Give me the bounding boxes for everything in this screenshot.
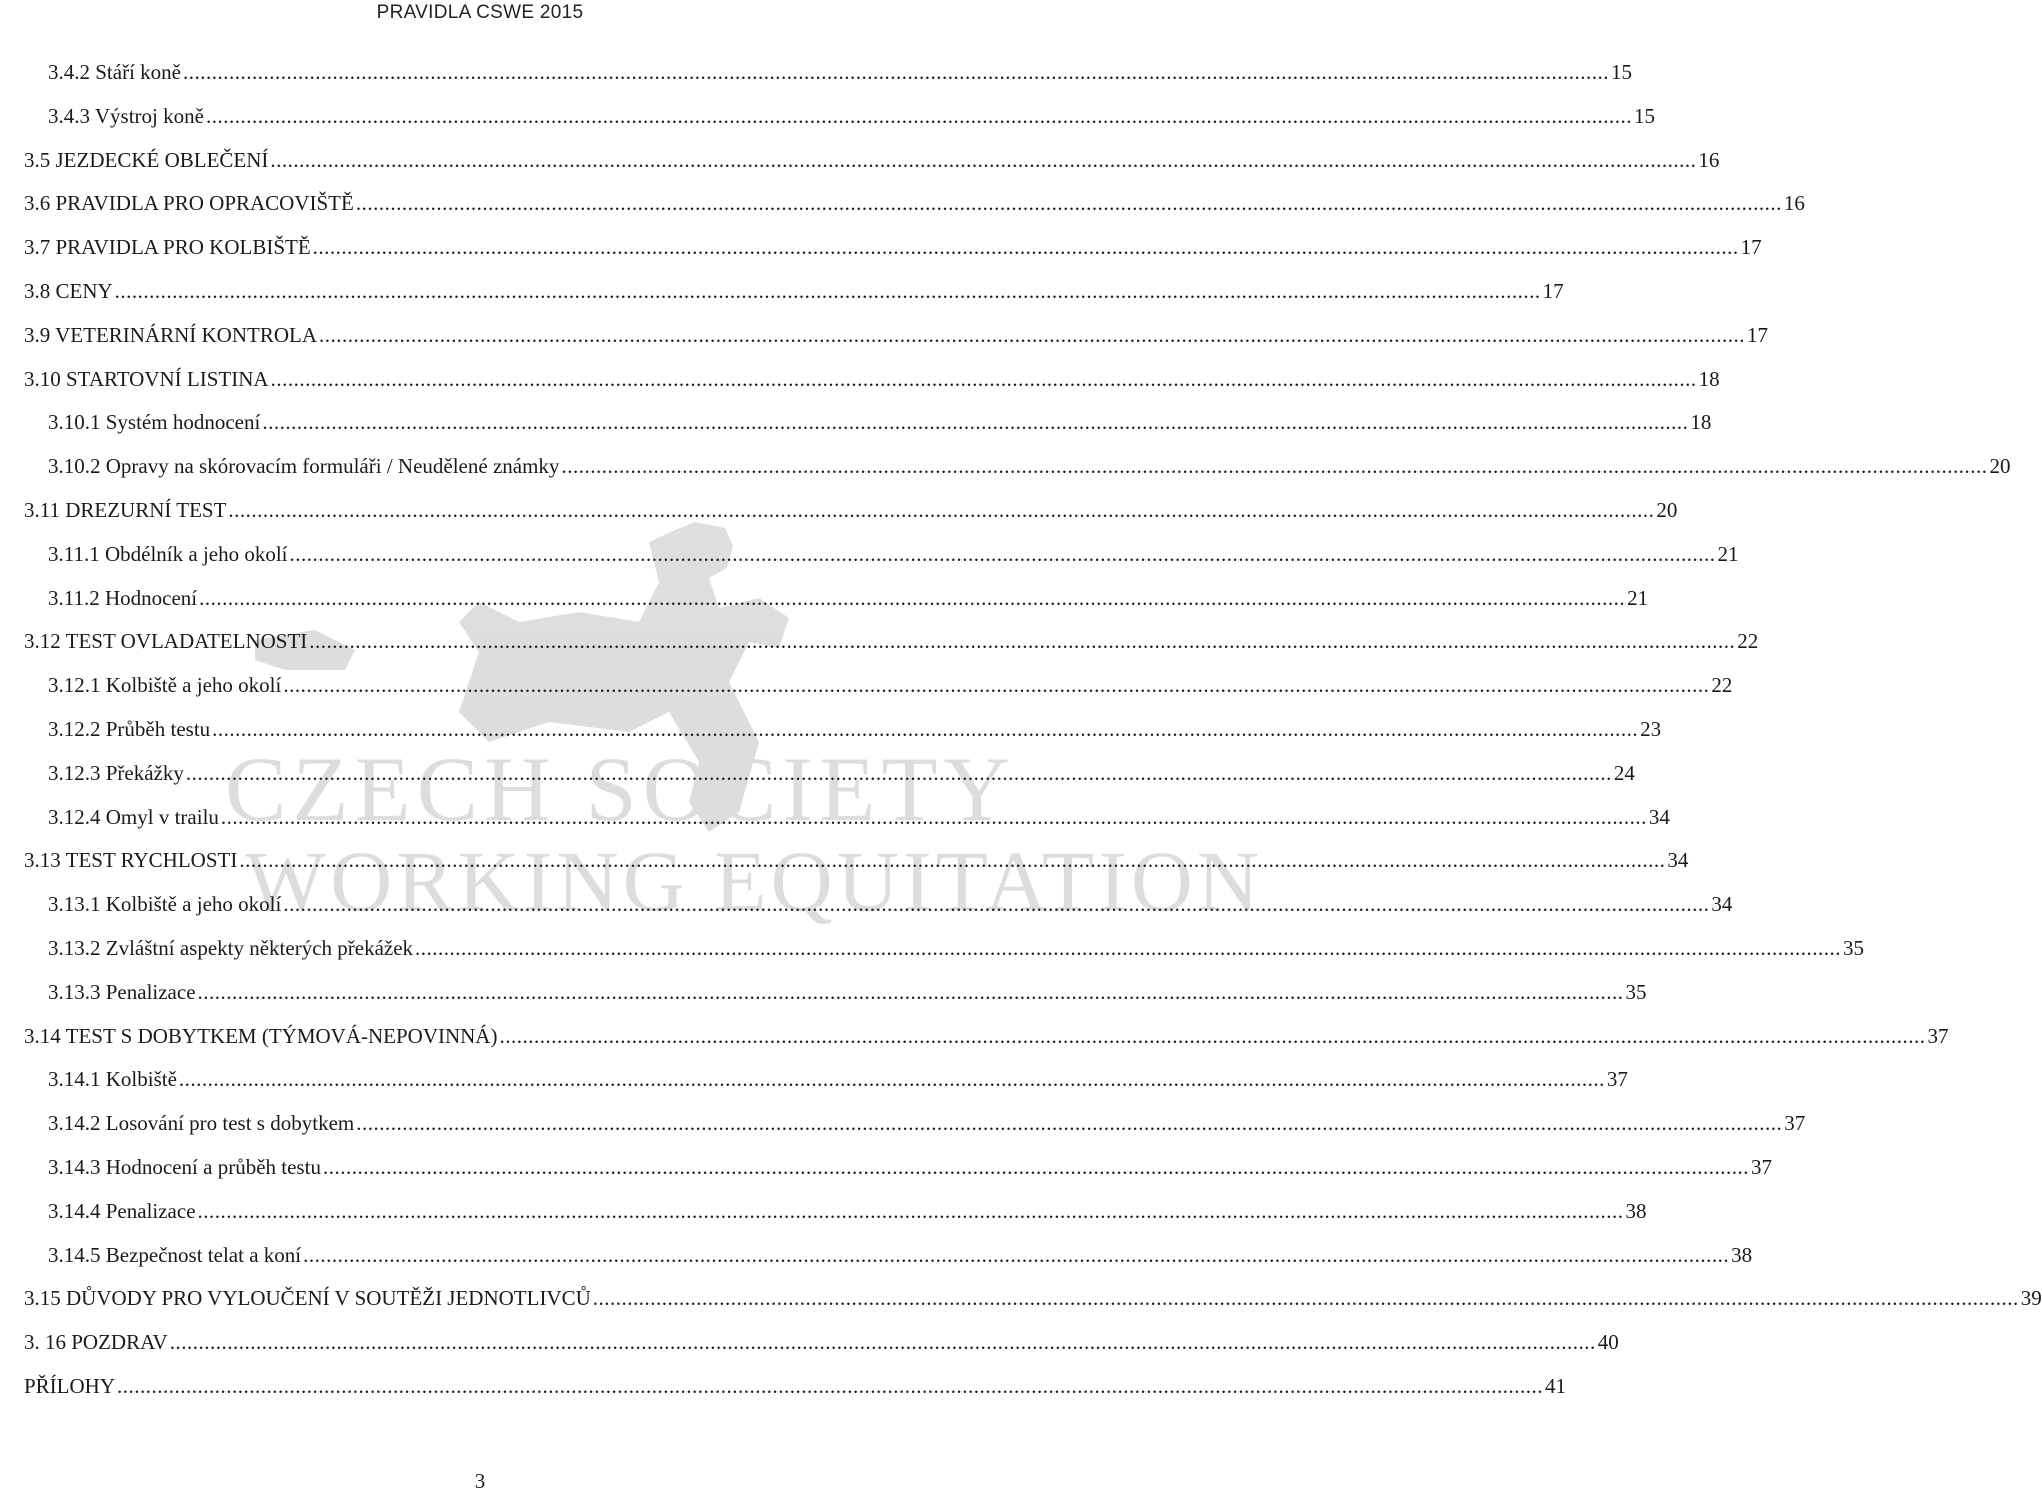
- toc-entry[interactable]: [0, 1240, 1753, 1270]
- toc-entry-label: 3.12.2 Průběh testu: [48, 717, 211, 741]
- toc-entry-label: 3.12.1 Kolbiště a jeho okolí: [48, 673, 282, 698]
- toc-entry[interactable]: [0, 1021, 1949, 1051]
- watermark-line1: CZECH SOCIETY: [225, 738, 1016, 840]
- toc-entry-label: 3.4.3 Výstroj koně: [48, 103, 204, 128]
- toc-dot-leader: [415, 933, 1841, 963]
- toc-entry-page: 40: [1597, 1330, 1619, 1355]
- toc-entry-page: 38: [1731, 1242, 1753, 1267]
- toc-entry[interactable]: [0, 1283, 2042, 1313]
- toc-entry-label: 3.9 VETERINÁRNÍ KONTROLA: [24, 322, 318, 347]
- toc-entry-page: 23: [1640, 717, 1662, 741]
- toc-dot-leader: [228, 495, 1654, 525]
- toc-entry-label: 3.11.2 Hodnocení: [48, 585, 198, 610]
- toc-entry-label: 3.14.5 Bezpečnost telat a koní: [48, 1242, 302, 1267]
- toc-entry-label: 3.13 TEST RYCHLOSTI: [24, 848, 238, 873]
- watermark-line2: WORKING EQUITATION: [245, 833, 1264, 929]
- toc-dot-leader: [313, 232, 1739, 262]
- toc-dot-leader: [186, 758, 1612, 788]
- toc-entry-page: 20: [1656, 498, 1678, 522]
- toc-entry-page: 35: [1843, 936, 1865, 960]
- toc-entry-page: 15: [1633, 103, 1655, 128]
- toc-entry[interactable]: [0, 232, 1762, 262]
- toc-entry-page: 37: [1927, 1023, 1949, 1048]
- toc-entry[interactable]: [0, 889, 1733, 919]
- toc-entry-page: 34: [1648, 804, 1670, 829]
- toc-entry-page: 21: [1717, 541, 1739, 566]
- toc-entry-label: 3.8 CENY: [24, 279, 113, 303]
- toc-dot-leader: [499, 1021, 1925, 1051]
- page-number: 3: [474, 1469, 486, 1493]
- toc-entry[interactable]: [0, 451, 2011, 481]
- toc-entry-page: 22: [1711, 673, 1733, 698]
- toc-entry[interactable]: [0, 145, 1720, 175]
- toc-entry-label: 3.13.2 Zvláštní aspekty některých překážek: [48, 936, 414, 960]
- toc-dot-leader: [270, 145, 1696, 175]
- page-header: PRAVIDLA CSWE 2015: [376, 2, 584, 23]
- toc-entry-page: 18: [1690, 410, 1712, 435]
- toc-entry[interactable]: [0, 539, 1739, 569]
- toc-entry[interactable]: [0, 320, 1769, 350]
- toc-entry-page: 15: [1610, 60, 1632, 84]
- toc-dot-leader: [199, 583, 1625, 613]
- toc-entry[interactable]: [0, 276, 1564, 306]
- toc-dot-leader: [356, 1108, 1782, 1138]
- toc-dot-leader: [309, 626, 1735, 656]
- toc-dot-leader: [117, 1371, 1543, 1401]
- toc-entry[interactable]: [0, 1196, 1647, 1226]
- toc-entry-page: 35: [1625, 979, 1647, 1004]
- toc-entry-label: 3.10 STARTOVNÍ LISTINA: [24, 366, 269, 391]
- toc-entry-label: 3.4.2 Stáří koně: [48, 60, 181, 84]
- toc-entry[interactable]: [0, 933, 1865, 963]
- toc-dot-leader: [221, 802, 1647, 832]
- toc-entry-label: 3.12 TEST OVLADATELNOSTI: [24, 629, 308, 654]
- toc-entry[interactable]: [0, 977, 1647, 1007]
- toc-dot-leader: [303, 1240, 1729, 1270]
- toc-entry[interactable]: [0, 1327, 1619, 1357]
- toc-dot-leader: [323, 1152, 1749, 1182]
- toc-entry-label: 3.12.3 Překážky: [48, 760, 184, 785]
- toc-entry-page: 22: [1737, 629, 1759, 654]
- toc-entry-label: 3.11.1 Obdélník a jeho okolí: [48, 541, 288, 566]
- toc-entry-page: 17: [1740, 235, 1762, 260]
- toc-dot-leader: [198, 977, 1624, 1007]
- toc-entry[interactable]: [0, 714, 1662, 744]
- toc-entry-label: 3.13.3 Penalizace: [48, 979, 196, 1004]
- toc-entry-label: 3.6 PRAVIDLA PRO OPRACOVIŠTĚ: [24, 191, 354, 216]
- toc-entry[interactable]: [0, 845, 1689, 875]
- toc-entry-label: PŘÍLOHY: [24, 1374, 116, 1398]
- toc-dot-leader: [593, 1283, 2019, 1313]
- toc-entry[interactable]: [0, 802, 1670, 832]
- toc-entry[interactable]: [0, 495, 1678, 525]
- toc-entry-page: 16: [1783, 191, 1805, 216]
- toc-entry-label: 3. 16 POZDRAV: [24, 1330, 168, 1355]
- toc-dot-leader: [198, 1196, 1624, 1226]
- toc-entry-page: 34: [1711, 892, 1733, 917]
- toc-entry[interactable]: [0, 670, 1733, 700]
- toc-entry-page: 24: [1613, 760, 1635, 785]
- toc-dot-leader: [290, 539, 1716, 569]
- toc-entry-page: 37: [1784, 1111, 1806, 1136]
- toc-entry-page: 38: [1625, 1198, 1647, 1223]
- toc-entry-page: 20: [1989, 454, 2011, 479]
- toc-entry[interactable]: [0, 1064, 1628, 1094]
- toc-entry-page: 16: [1698, 147, 1720, 172]
- toc-entry-page: 18: [1698, 366, 1720, 391]
- toc-entry-label: 3.15 DŮVODY PRO VYLOUČENÍ V SOUTĚŽI JEDNOTLIVCŮ: [24, 1286, 591, 1311]
- toc-entry-label: 3.5 JEZDECKÉ OBLEČENÍ: [24, 147, 269, 172]
- toc-dot-leader: [212, 714, 1638, 744]
- toc-entry[interactable]: [0, 758, 1635, 788]
- toc-entry[interactable]: [0, 407, 1712, 437]
- toc-dot-leader: [239, 845, 1665, 875]
- toc-entry-label: 3.7 PRAVIDLA PRO KOLBIŠTĚ: [24, 235, 311, 260]
- toc-entry[interactable]: [0, 1108, 1806, 1138]
- toc-entry[interactable]: [0, 188, 1805, 218]
- toc-dot-leader: [115, 276, 1541, 306]
- toc-dot-leader: [319, 320, 1745, 350]
- toc-entry[interactable]: [0, 101, 1655, 131]
- toc-entry-page: 17: [1747, 322, 1769, 347]
- toc-entry-page: 17: [1542, 279, 1564, 303]
- toc-dot-leader: [271, 364, 1697, 394]
- toc-dot-leader: [183, 57, 1609, 87]
- toc-entry-page: 37: [1606, 1067, 1628, 1092]
- toc-entry[interactable]: [0, 1152, 1772, 1182]
- toc-dot-leader: [356, 188, 1782, 218]
- toc-entry-label: 3.14.4 Penalizace: [48, 1198, 196, 1223]
- toc-entry-label: 3.14 TEST S DOBYTKEM (TÝMOVÁ-NEPOVINNÁ): [24, 1023, 498, 1048]
- toc-entry[interactable]: [0, 364, 1720, 394]
- toc-entry-page: 37: [1750, 1155, 1772, 1179]
- toc-entry-page: 41: [1545, 1374, 1567, 1398]
- toc-entry[interactable]: [0, 1371, 1567, 1401]
- toc-entry-label: 3.13.1 Kolbiště a jeho okolí: [48, 892, 282, 917]
- toc-entry-label: 3.14.1 Kolbiště: [48, 1067, 177, 1092]
- toc-entry-page: 39: [2020, 1286, 2042, 1311]
- toc-dot-leader: [206, 101, 1632, 131]
- toc-dot-leader: [283, 670, 1709, 700]
- toc-entry-label: 3.10.2 Opravy na skórovacím formuláři / Neudělené známky: [48, 454, 560, 479]
- toc-dot-leader: [561, 451, 1987, 481]
- toc-entry[interactable]: [0, 583, 1649, 613]
- toc-dot-leader: [283, 889, 1709, 919]
- toc-entry-page: 34: [1667, 848, 1689, 873]
- toc-dot-leader: [170, 1327, 1596, 1357]
- toc-entry-page: 21: [1627, 585, 1649, 610]
- toc-entry-label: 3.11 DREZURNÍ TEST: [24, 498, 227, 522]
- toc-entry-label: 3.14.3 Hodnocení a průběh testu: [48, 1155, 321, 1179]
- toc-entry[interactable]: [0, 57, 1632, 87]
- toc-dot-leader: [262, 407, 1688, 437]
- toc-entry-label: 3.14.2 Losování pro test s dobytkem: [48, 1111, 355, 1136]
- toc-entry-label: 3.10.1 Systém hodnocení: [48, 410, 261, 435]
- toc-dot-leader: [179, 1064, 1605, 1094]
- toc-entry[interactable]: [0, 626, 1759, 656]
- toc-entry-label: 3.12.4 Omyl v trailu: [48, 804, 219, 829]
